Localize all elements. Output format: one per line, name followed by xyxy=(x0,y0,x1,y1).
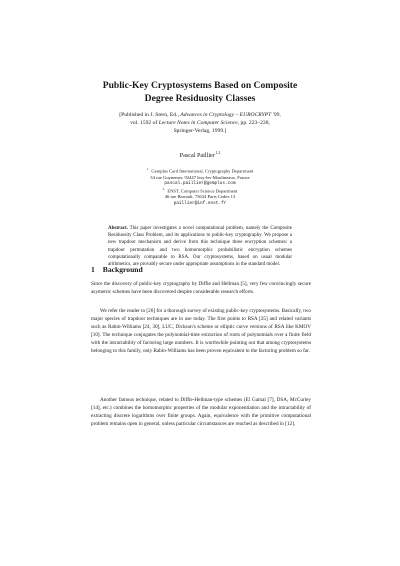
abstract xyxy=(108,225,292,268)
title-line-2: Degree Residuosity Classes xyxy=(144,93,256,104)
title-line-1: Public-Key Cryptosystems Based on Composite xyxy=(102,80,298,91)
section-heading xyxy=(91,265,143,274)
author xyxy=(0,150,400,159)
abstract-text: This paper investigates a novel computational problem, namely the Composite Residuosity Class Problem, and its applications to public-key cryptography. We propose a new trapdoor mechanism and derive from this technique three encryption schemes: a trapdoor permutation and two homomorphic probabilistic encryption schemes computationally comparable to RSA. Our cryptosystems, based on usual modular arithmetics, are provably secure under appropriate assumptions in the standard model. xyxy=(108,226,292,268)
affiliation-2-email: paillier@inf.enst.fr xyxy=(173,200,227,206)
publication-vol: vol. 1592 of xyxy=(130,120,159,126)
affiliation-2-org-text: ENST, Computer Science Department xyxy=(167,188,238,193)
section-number: 1 xyxy=(91,265,95,274)
author-name: Pascal Paillier xyxy=(179,152,215,159)
publication-line-2 xyxy=(0,119,400,127)
affiliation-1-org-text: Gemplus Card International, Cryptography Department xyxy=(151,168,254,174)
affiliation-2-mark: 2 xyxy=(162,186,165,191)
publication-venue: Advances in Cryptology – EUROCRYPT '99 xyxy=(180,112,280,118)
affiliation-1-email: pascal.paillier@gemplus.com xyxy=(164,181,236,187)
publication-line-3: Springer-Verlag, 1999.] xyxy=(173,128,227,134)
section-title: Background xyxy=(102,265,143,274)
abstract-label: Abstract. xyxy=(108,226,128,231)
author-marks: 1,2 xyxy=(215,150,221,155)
affiliation-2 xyxy=(0,186,400,208)
publication-line-1 xyxy=(0,111,400,119)
affiliation-2-address: 46 rue Barrault, 75634 Paris Cedex 13 xyxy=(164,194,236,200)
publication-sep: , xyxy=(279,112,281,118)
publication-pages: , pp. 223–238, xyxy=(237,120,270,126)
publication-info xyxy=(0,111,400,135)
affiliation-1 xyxy=(0,166,400,188)
paragraph-1: Since the discovery of public-key cryptography by Diffie and Hellman [5], very few convincingly secure asymetric schemes have been discovered despite considerable research efforts. xyxy=(91,281,311,296)
paragraph-3: Another famous technique, related to Diffie-Hellman-type schemes (El Gamal [7], DSA, McCurley [14], etc.) combines the homomorphic properties of the modular exponentiation and the intractability of extracting discrete logarithms over finite groups. Again, equivalence with the primitive computational problem remains open in general, unless particular circumstances are reached as described in [12]. xyxy=(91,397,311,428)
paper-title xyxy=(0,79,400,105)
affiliation-1-org xyxy=(0,166,400,175)
affiliation-1-address: 34 rue Guynemer, 92447 Issy-les-Moulineaux, France xyxy=(150,174,250,180)
paragraph-2: We refer the reader to [26] for a thorough survey of existing public-key cryptosystems. Basically, two major species of trapdoor techniques are in use today. The first points to RSA [25] and related variants such as Rabin-Williams [24, 30], LUC, Dickson's scheme or elliptic curve versions of RSA like KMOV [10]. The technique conjugates the polynomial-time extraction of roots of polynomials over a finite field with the intractability of factoring large numbers. It is worthwhile pointing out that among cryptosystems belonging to this family, only Rabin-Williams has been proven equivalent to the factoring problem so far. xyxy=(91,308,311,355)
affiliation-1-mark: 1 xyxy=(146,167,149,171)
affiliation-2-org xyxy=(0,186,400,195)
publication-series: Lecture Notes in Computer Science xyxy=(158,120,238,126)
publication-prefix: [Published in J. Stern, Ed., xyxy=(119,112,181,118)
